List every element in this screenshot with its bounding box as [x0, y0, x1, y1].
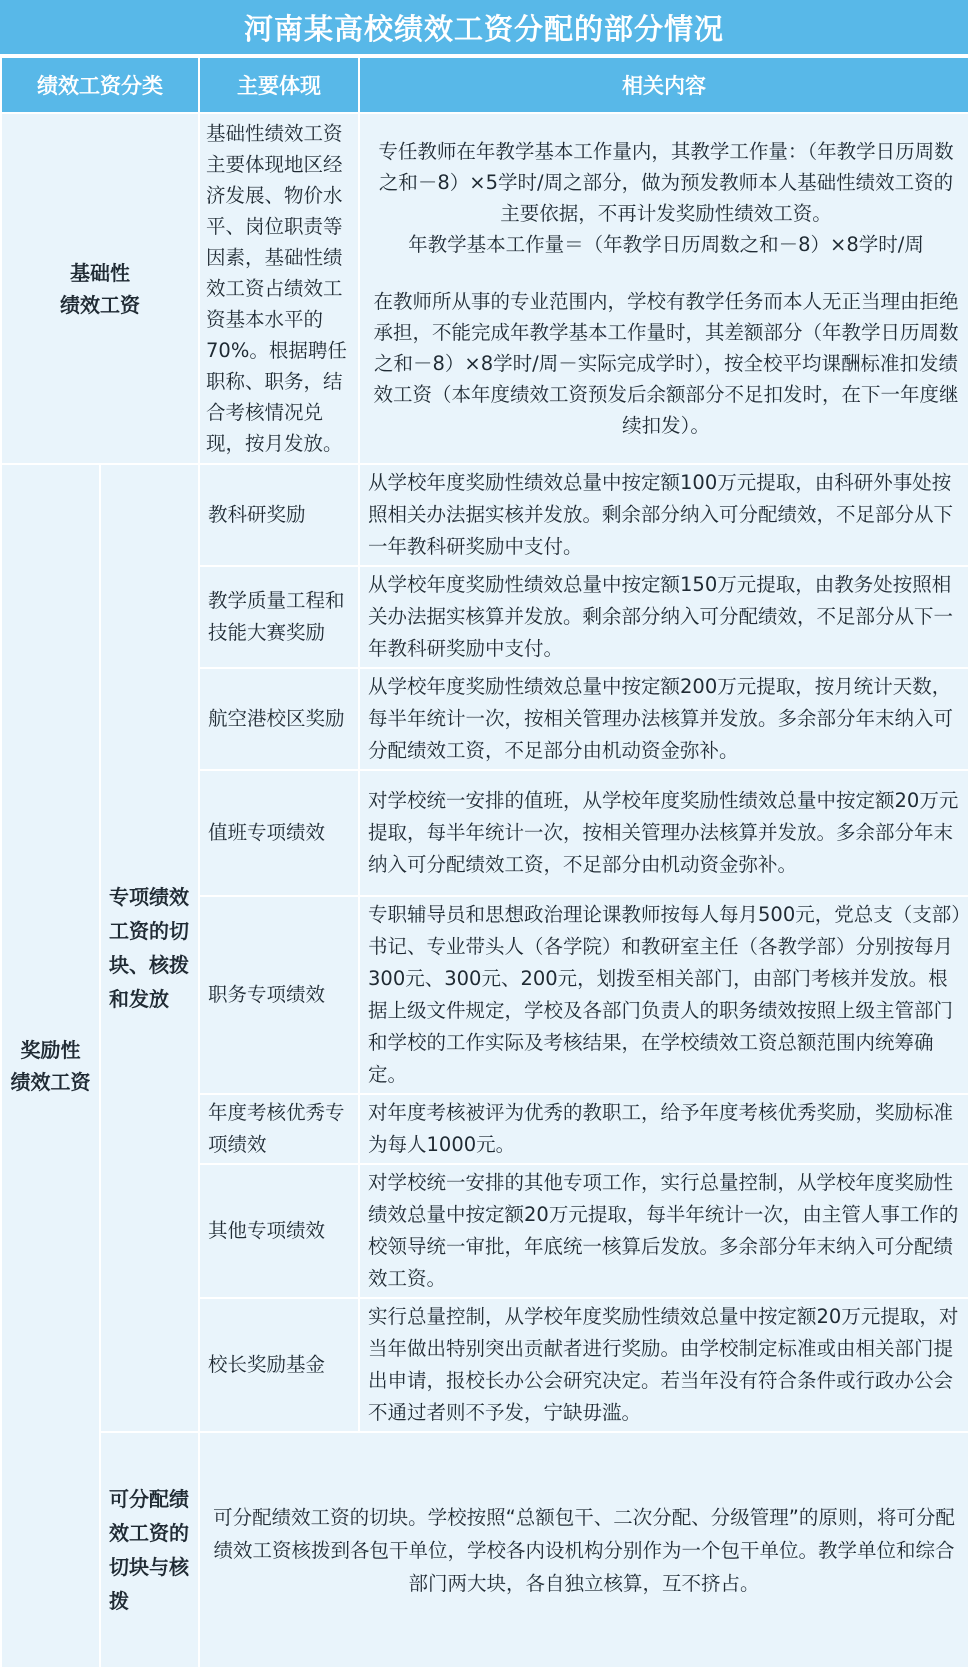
special-item-name: 校长奖励基金 — [199, 1298, 359, 1432]
header-content: 相关内容 — [359, 57, 968, 113]
special-item-name: 年度考核优秀专项绩效 — [199, 1094, 359, 1164]
special-item-name: 职务专项绩效 — [199, 896, 359, 1094]
special-item-content: 从学校年度奖励性绩效总量中按定额200万元提取，按月统计天数，每半年统计一次，按相关管理办法核算并发放。多余部分年末纳入可分配绩效工资，不足部分由机动资金弥补。 — [359, 668, 968, 770]
distributable-content: 可分配绩效工资的切块。学校按照“总额包干、二次分配、分级管理”的原则，将可分配绩效工资核拨到各包干单位，学校各内设机构分别作为一个包干单位。教学单位和综合部门两大块，各自独立核算，互不挤占。 — [199, 1432, 968, 1668]
special-item-name: 教科研奖励 — [199, 464, 359, 566]
header-main: 主要体现 — [199, 57, 359, 113]
special-item-content: 从学校年度奖励性绩效总量中按定额100万元提取，由科研外事处按照相关办法据实核并发放。剩余部分纳入可分配绩效，不足部分从下一年教科研奖励中支付。 — [359, 464, 968, 566]
basic-content-3: 在教师所从事的专业范围内，学校有教学任务而本人无正当理由拒绝承担，不能完成年教学基本工作量时，其差额部分（年教学日历周数之和－8）×8学时/周－实际完成学时），按全校平均课酬标准扣发绩效工资（本年度绩效工资预发后余额部分不足扣发时，在下一年度继续扣发）。 — [373, 290, 959, 437]
special-item-content: 专职辅导员和思想政治理论课教师按每人每月500元，党总支（支部）书记、专业带头人（各学院）和教研室主任（各教学部）分别按每月300元、300元、200元，划拨至相关部门，由部门考核并发放。根据上级文件规定，学校及各部门负责人的职务绩效按照上级主管部门和学校的工作实际及考核结果，在学校绩效工资总额范围内统筹确定。 — [359, 896, 968, 1094]
special-item-content: 实行总量控制，从学校年度奖励性绩效总量中按定额20万元提取，对当年做出特别突出贡献者进行奖励。由学校制定标准或由相关部门提出申请，报校长办公会研究决定。若当年没有符合条件或行政办公会不通过者则不予发，宁缺毋滥。 — [359, 1298, 968, 1432]
header-row — [1, 57, 968, 113]
special-item-name: 教学质量工程和技能大赛奖励 — [199, 566, 359, 668]
table-row-basic — [1, 113, 968, 464]
special-item-name: 其他专项绩效 — [199, 1164, 359, 1298]
basic-content-1: 专任教师在年教学基本工作量内，其教学工作量：（年教学日历周数之和－8）×5学时/周之部分，做为预发教师本人基础性绩效工资的主要依据，不再计发奖励性绩效工资。 — [378, 140, 954, 225]
performance-pay-table — [0, 56, 968, 1669]
special-item-content: 对学校统一安排的值班，从学校年度奖励性绩效总量中按定额20万元提取，每半年统计一次，按相关管理办法核算并发放。多余部分年末纳入可分配绩效工资，不足部分由机动资金弥补。 — [359, 770, 968, 896]
table-row-special-1 — [1, 464, 968, 566]
basic-content — [359, 113, 968, 464]
special-item-content: 对学校统一安排的其他专项工作，实行总量控制，从学校年度奖励性绩效总量中按定额20万元提取，每半年统计一次，由主管人事工作的校领导统一审批，年底统一核算后发放。多余部分年末纳入可分配绩效工资。 — [359, 1164, 968, 1298]
special-item-name: 航空港校区奖励 — [199, 668, 359, 770]
special-item-content: 对年度考核被评为优秀的教职工，给予年度考核优秀奖励，奖励标准为每人1000元。 — [359, 1094, 968, 1164]
special-label: 专项绩效工资的切块、核拨和发放 — [100, 464, 199, 1432]
special-item-name: 值班专项绩效 — [199, 770, 359, 896]
table-row-distributable — [1, 1432, 968, 1668]
header-category: 绩效工资分类 — [1, 57, 199, 113]
special-item-content: 从学校年度奖励性绩效总量中按定额150万元提取，由教务处按照相关办法据实核算并发放。剩余部分纳入可分配绩效，不足部分从下一年教科研奖励中支付。 — [359, 566, 968, 668]
distributable-label: 可分配绩效工资的切块与核拨 — [100, 1432, 199, 1668]
incentive-category: 奖励性 绩效工资 — [1, 464, 100, 1668]
table-title: 河南某高校绩效工资分配的部分情况 — [0, 0, 968, 56]
basic-category: 基础性 绩效工资 — [1, 113, 199, 464]
basic-description: 基础性绩效工资主要体现地区经济发展、物价水平、岗位职责等因素，基础性绩效工资占绩效工资基本水平的70%。根据聘任职称、职务，结合考核情况兑现，按月发放。 — [199, 113, 359, 464]
basic-content-2: 年教学基本工作量＝（年教学日历周数之和－8）×8学时/周 — [408, 233, 924, 256]
spacer — [370, 260, 962, 286]
